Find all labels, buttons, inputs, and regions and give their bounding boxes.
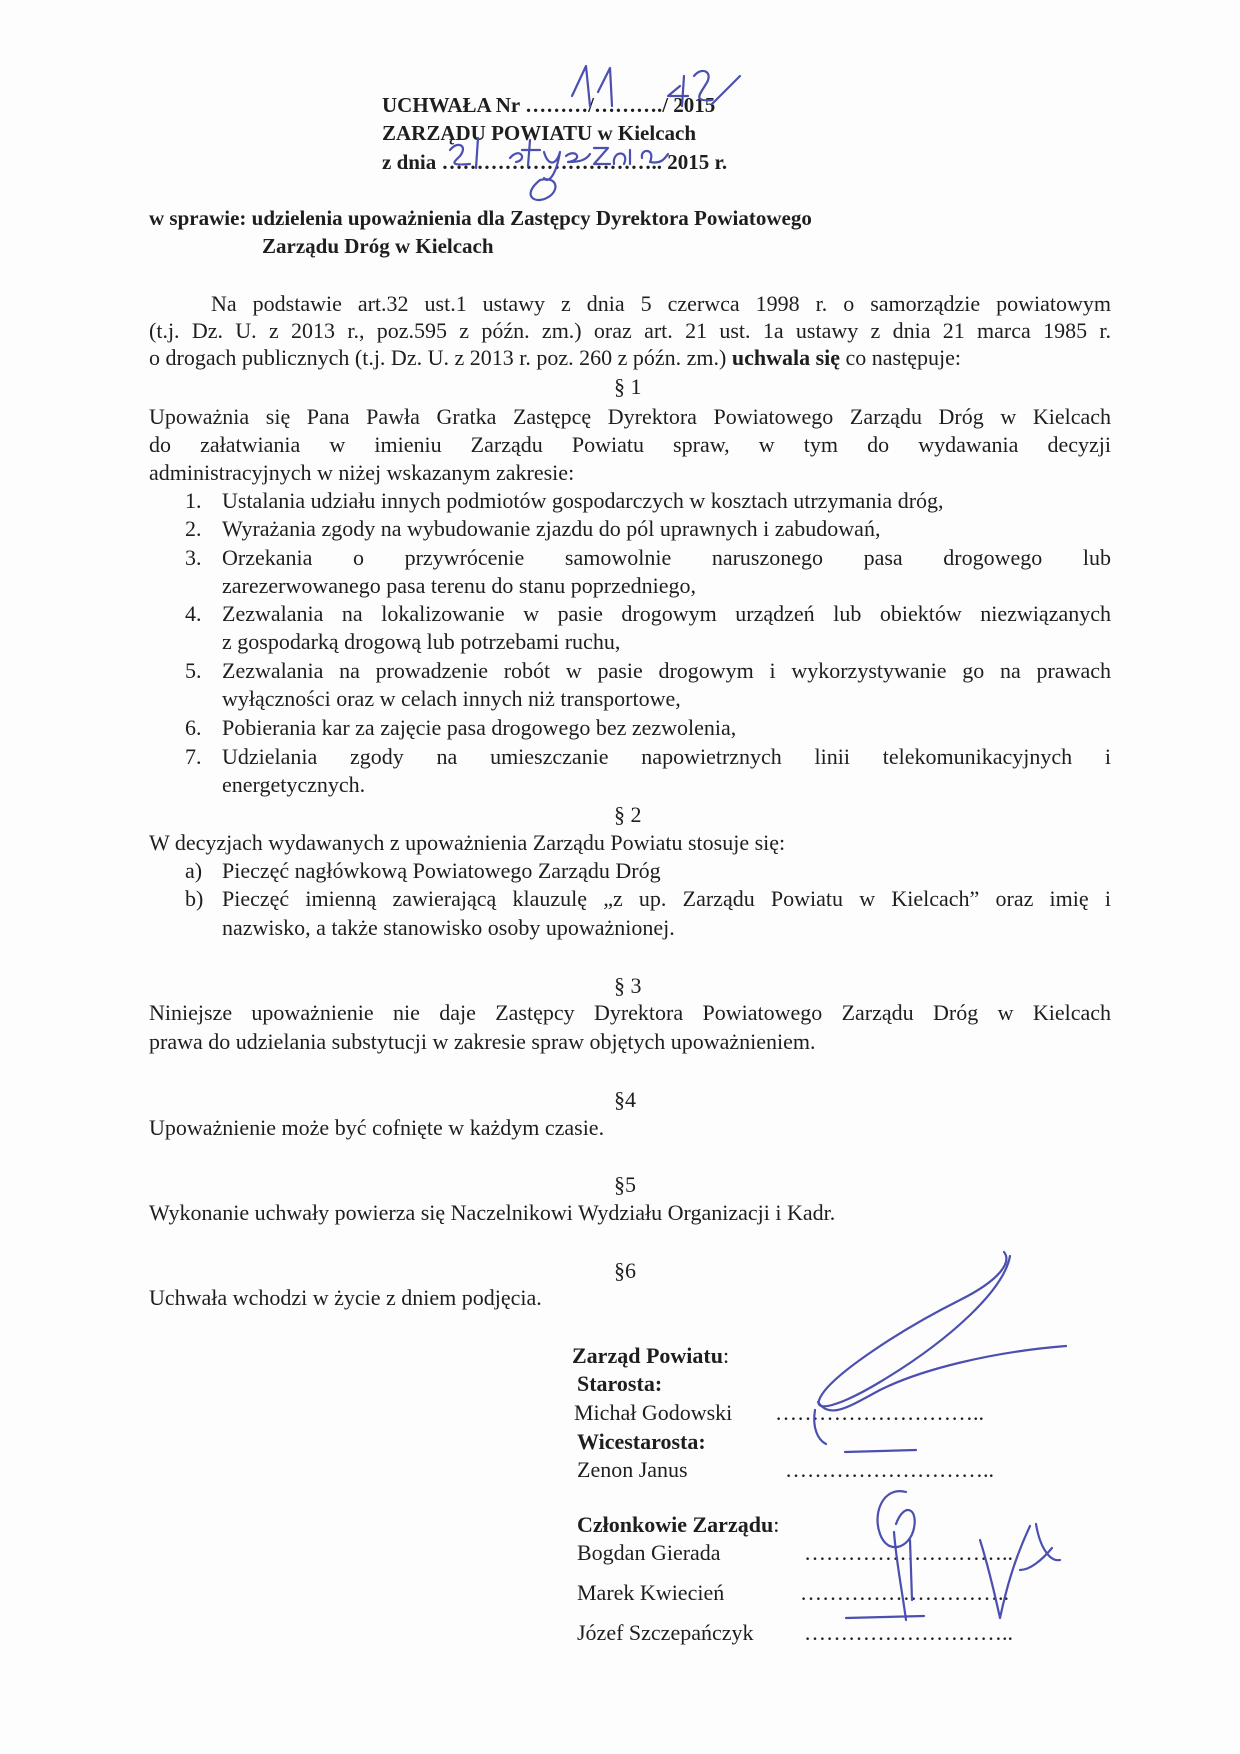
- list-item-continued: nazwisko, a także stanowisko osoby upoważnionej.: [222, 915, 675, 940]
- list-item-continued: wyłączności oraz w celach innych niż transportowe,: [222, 686, 681, 711]
- member-name: Bogdan Gierada: [577, 1540, 721, 1565]
- resolution-date: z dnia ………………………….. 2015 r.: [382, 150, 728, 174]
- section-2-mark: § 2: [614, 802, 642, 827]
- list-item-number: 3.: [185, 545, 202, 570]
- list-item-continued: zarezerwowanego pasa terenu do stanu poprzedniego,: [222, 573, 697, 598]
- member-name: Józef Szczepańczyk: [577, 1620, 754, 1645]
- list-item: Orzekania o przywrócenie samowolnie naruszonego pasa drogowego lub: [222, 545, 1111, 570]
- subject-line-1: w sprawie: udzielenia upoważnienia dla Zastępcy Dyrektora Powiatowego: [149, 206, 812, 230]
- wicestarosta-label: Wicestarosta:: [577, 1429, 706, 1454]
- section-4-mark: §4: [614, 1087, 636, 1112]
- list-item-number: 5.: [185, 658, 202, 683]
- resolution-title: UCHWAŁA Nr ………/………./ 2015: [382, 93, 716, 117]
- list-item-number: 2.: [185, 516, 202, 541]
- members-label-colon: :: [773, 1512, 780, 1537]
- list-item-number: 7.: [185, 744, 202, 769]
- list-item-continued: z gospodarką drogową lub potrzebami ruchu,: [222, 629, 621, 654]
- list-item-number: 6.: [185, 715, 202, 740]
- preamble-tail: co następuje:: [840, 345, 961, 370]
- starosta-label: Starosta:: [577, 1371, 663, 1396]
- list-item-number: 4.: [185, 601, 202, 626]
- list-item-continued: energetycznych.: [222, 772, 366, 797]
- list-item-letter: a): [185, 858, 203, 883]
- signature-underline: [846, 1616, 924, 1618]
- list-item: Wyrażania zgody na wybudowanie zjazdu do pól uprawnych i zabudowań,: [222, 516, 881, 541]
- subject-line-2: Zarządu Dróg w Kielcach: [262, 234, 494, 258]
- resolution-organ: ZARZĄDU POWIATU w Kielcach: [382, 121, 697, 145]
- section-3-line-2: prawa do udzielania substytucji w zakresie spraw objętych upoważnieniem.: [149, 1029, 816, 1054]
- section-3-line-1: Niniejsze upoważnienie nie daje Zastępcy Dyrektora Powiatowego Zarządu Dróg w Kielcach: [149, 1000, 1111, 1025]
- section-6-mark: §6: [614, 1258, 636, 1283]
- wicestarosta-name: Zenon Janus: [577, 1457, 688, 1482]
- section-1-intro-1: Upoważnia się Pana Pawła Gratka Zastępcę Dyrektora Powiatowego Zarządu Dróg w Kielcach: [149, 404, 1111, 429]
- section-4-text: Upoważnienie może być cofnięte w każdym czasie.: [149, 1115, 605, 1140]
- section-6-text: Uchwała wchodzi w życie z dniem podjęcia.: [149, 1285, 542, 1310]
- signature-dots: ………………………..: [800, 1580, 1009, 1605]
- section-1-intro-3: administracyjnych w niżej wskazanym zakresie:: [149, 460, 575, 485]
- list-item: Udzielania zgody na umieszczanie napowietrznych linii telekomunikacyjnych i: [222, 744, 1111, 769]
- list-item: Pieczęć nagłówkową Powiatowego Zarządu Dróg: [222, 858, 661, 883]
- signature-dots: ………………………..: [804, 1540, 1013, 1565]
- board-label-colon: :: [722, 1343, 730, 1368]
- section-5-mark: §5: [614, 1172, 636, 1197]
- list-item: Zezwalania na lokalizowanie w pasie drogowym urządzeń lub obiektów niezwiązanych: [222, 601, 1111, 626]
- members-label-text: Członkowie Zarządu: [577, 1512, 774, 1537]
- section-1-intro-2: do załatwiania w imieniu Zarządu Powiatu spraw, w tym do wydawania decyzji: [149, 432, 1111, 457]
- signature-dots: ………………………..: [804, 1620, 1013, 1645]
- list-item: Ustalania udziału innych podmiotów gospodarczych w kosztach utrzymania dróg,: [222, 488, 944, 513]
- section-2-intro: W decyzjach wydawanych z upoważnienia Zarządu Powiatu stosuje się:: [149, 830, 786, 855]
- section-3-mark: § 3: [614, 973, 642, 998]
- starosta-name: Michał Godowski: [574, 1400, 733, 1425]
- list-item: Pobierania kar za zajęcie pasa drogowego bez zezwolenia,: [222, 715, 737, 740]
- member-name: Marek Kwiecień: [577, 1580, 725, 1605]
- preamble-bold: uchwala się: [731, 345, 841, 370]
- list-item: Zezwalania na prowadzenie robót w pasie drogowym i wykorzystywanie go na prawach: [222, 658, 1111, 683]
- list-item-letter: b): [185, 886, 204, 911]
- members-label: [577, 1512, 779, 1538]
- list-item-number: 1.: [185, 488, 202, 513]
- section-1-mark: § 1: [614, 374, 642, 399]
- board-label: [572, 1343, 729, 1369]
- section-5-text: Wykonanie uchwały powierza się Naczelnikowi Wydziału Organizacji i Kadr.: [149, 1200, 836, 1225]
- signature-dots: ………………………..: [785, 1457, 994, 1482]
- signature-dots: ………………………..: [775, 1400, 984, 1425]
- preamble-line-1: Na podstawie art.32 ust.1 ustawy z dnia 5 czerwca 1998 r. o samorządzie powiatowym: [211, 291, 1111, 316]
- list-item: Pieczęć imienną zawierającą klauzulę „z up. Zarządu Powiatu w Kielcach” oraz imię i: [222, 886, 1111, 911]
- preamble-line-3: [149, 345, 961, 371]
- preamble-line-2: (t.j. Dz. U. z 2013 r., poz.595 z późn. zm.) oraz art. 21 ust. 1a ustawy z dnia 21 marca 1985 r.: [149, 318, 1111, 343]
- preamble-text: o drogach publicznych (t.j. Dz. U. z 2013 r. poz. 260 z późn. zm.): [149, 345, 727, 370]
- board-label-text: Zarząd Powiatu: [572, 1343, 723, 1368]
